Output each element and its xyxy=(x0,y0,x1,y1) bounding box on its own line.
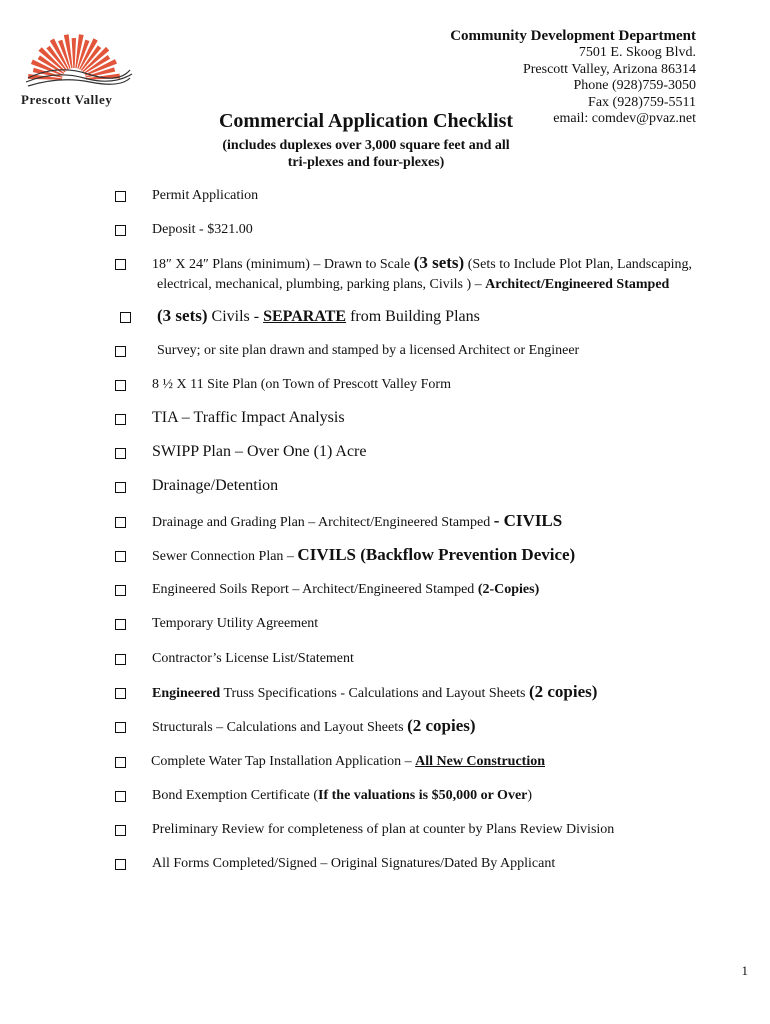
item-label: Engineered Truss Specifications - Calculations and Layout Sheets (2 copies) xyxy=(152,682,598,701)
item-label: Sewer Connection Plan – CIVILS (Backflow Prevention Device) xyxy=(152,545,576,564)
item-label: Bond Exemption Certificate (If the valuations is $50,000 or Over) xyxy=(152,788,533,803)
checkbox[interactable] xyxy=(120,312,131,323)
checkbox[interactable] xyxy=(115,346,126,357)
item-label: Complete Water Tap Installation Application – All New Construction xyxy=(151,754,545,769)
page-subtitle xyxy=(206,137,526,171)
item-label: Survey; or site plan drawn and stamped by a licensed Architect or Engineer xyxy=(157,343,580,358)
checkbox[interactable] xyxy=(115,414,126,425)
checkbox[interactable] xyxy=(115,825,126,836)
checkbox[interactable] xyxy=(115,225,126,236)
page-title: Commercial Application Checklist xyxy=(218,110,514,132)
email-address: email: comdev@pvaz.net xyxy=(553,111,696,126)
page-number: 1 xyxy=(741,963,748,978)
item-label: Drainage/Detention xyxy=(152,477,279,494)
item-label: Deposit - $321.00 xyxy=(152,222,253,237)
item-label: Engineered Soils Report – Architect/Engineered Stamped (2-Copies) xyxy=(152,582,540,597)
item-label: Contractor’s License List/Statement xyxy=(152,651,354,666)
checkbox[interactable] xyxy=(115,688,126,699)
checkbox[interactable] xyxy=(115,380,126,391)
address-line-2: Prescott Valley, Arizona 86314 xyxy=(522,61,696,77)
checkbox[interactable] xyxy=(115,259,126,270)
checkbox[interactable] xyxy=(115,517,126,528)
sunburst-icon xyxy=(18,30,142,100)
item-label: Permit Application xyxy=(152,188,259,203)
subtitle-line-2: tri-plexes and four-plexes) xyxy=(287,155,445,170)
checkbox[interactable] xyxy=(115,448,126,459)
item-label: 8 ½ X 11 Site Plan (on Town of Prescott Valley Form xyxy=(152,377,451,392)
item-label: Structurals – Calculations and Layout Sheets (2 copies) xyxy=(152,716,476,735)
checkbox[interactable] xyxy=(115,722,126,733)
checkbox[interactable] xyxy=(115,585,126,596)
item-label: Drainage and Grading Plan – Architect/Engineered Stamped - CIVILS xyxy=(152,511,563,530)
logo-text: Prescott Valley xyxy=(21,92,113,107)
checkbox[interactable] xyxy=(115,791,126,802)
checkbox[interactable] xyxy=(115,482,126,493)
item-label: 18″ X 24″ Plans (minimum) – Drawn to Scale (3 sets) (Sets to Include Plot Plan, Landscaping, xyxy=(152,253,693,272)
item-label: TIA – Traffic Impact Analysis xyxy=(152,409,345,426)
item-label: (3 sets) Civils - SEPARATE from Building Plans xyxy=(157,306,480,325)
title-block xyxy=(206,109,526,171)
department-name: Community Development Department xyxy=(450,28,696,44)
subtitle-line-1: (includes duplexes over 3,000 square feet and all xyxy=(222,138,510,153)
item-label: Preliminary Review for completeness of plan at counter by Plans Review Division xyxy=(152,822,615,837)
fax-number: Fax (928)759-5511 xyxy=(588,94,696,110)
item-label: All Forms Completed/Signed – Original Signatures/Dated By Applicant xyxy=(152,856,556,871)
item-label: SWIPP Plan – Over One (1) Acre xyxy=(152,443,367,460)
phone-number: Phone (928)759-3050 xyxy=(573,78,696,93)
prescott-valley-logo xyxy=(18,30,142,114)
checkbox[interactable] xyxy=(115,619,126,630)
item-label-continued: electrical, mechanical, plumbing, parking plans, Civils ) – Architect/Engineered Stamped xyxy=(157,277,670,292)
checkbox[interactable] xyxy=(115,757,126,768)
checkbox[interactable] xyxy=(115,191,126,202)
checkbox[interactable] xyxy=(115,859,126,870)
item-label: Temporary Utility Agreement xyxy=(152,616,319,631)
checkbox[interactable] xyxy=(115,654,126,665)
checkbox[interactable] xyxy=(115,551,126,562)
address-line-1: 7501 E. Skoog Blvd. xyxy=(578,45,696,60)
